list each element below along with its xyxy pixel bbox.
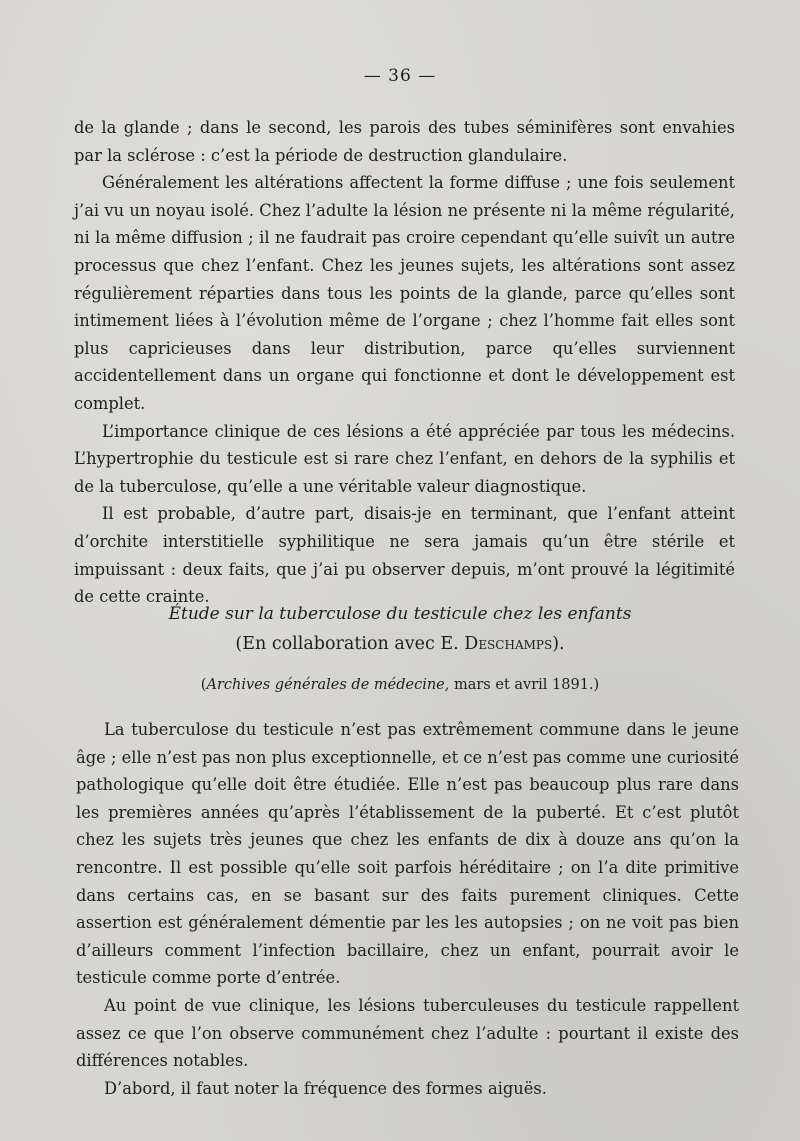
source-date: mars et avril 1891.) — [449, 677, 600, 693]
paragraph: de la glande ; dans le second, les parois des tubes séminifères sont envahies par la sclérose : c’est la période de destruction glandulaire. — [74, 118, 735, 165]
source-journal: Archives générales de médecine, — [206, 677, 450, 693]
collaboration-prefix: (En collaboration avec E. — [235, 634, 465, 654]
collaboration-line — [0, 634, 800, 654]
section-previous-continuation — [74, 114, 735, 611]
source-citation — [0, 677, 800, 693]
section-title: Étude sur la tuberculose du testicule chez les enfants — [168, 604, 632, 624]
paragraph: Il est probable, d’autre part, disais-je en terminant, que l’enfant atteint d’orchite interstitielle syphilitique ne sera jamais qu’un être stérile et impuissant : deux faits, que j’ai pu observer depuis, m’ont prouvé la légitimité de cette crainte. — [74, 504, 735, 607]
section-body — [76, 716, 739, 1102]
paragraph: D’abord, il faut noter la fréquence des formes aiguës. — [104, 1078, 547, 1098]
paragraph: Généralement les altérations affectent la forme diffuse ; une fois seulement j’ai vu un noyau isolé. Chez l’adulte la lésion ne présente ni la même régularité, ni la même diffusion ; il ne faudrait pas croire cependant qu’elle suivît un autre processus que chez l’enfant. Chez les jeunes sujets, les altérations sont assez régulièrement réparties dans tous les points de la glande, parce qu’elles sont intimement liées à l’évolution même de l’organe ; chez l’homme fait elles sont plus capricieuses dans leur distribution, parce qu’elles surviennent accidentellement dans un organe qui fonctionne et dont le développement est complet. — [74, 173, 735, 413]
paragraph: Au point de vue clinique, les lésions tuberculeuses du testicule rappellent assez ce que l’on observe communément chez l’adulte : pourtant il existe des différences notables. — [76, 995, 739, 1071]
paragraph: La tuberculose du testicule n’est pas extrêmement commune dans le jeune âge ; elle n’est pas non plus exceptionnelle, et ce n’est pas comme une curiosité pathologique qu’elle doit être étudiée. Elle n’est pas beaucoup plus rare dans les premières années qu’après l’établissement de la puberté. Et c’est plutôt chez les sujets très jeunes que chez les enfants de dix à douze ans qu’on la rencontre. Il est possible qu’elle soit parfois héréditaire ; on l’a dite primitive dans certains cas, en se basant sur des faits purement cliniques. Cette assertion est généralement démentie par les les autopsies ; on ne voit pas bien d’ailleurs comment l’infection bacillaire, chez un enfant, pourrait avoir le testicule comme porte d’entrée. — [76, 720, 739, 988]
source-open: ( — [200, 677, 207, 693]
collaboration-suffix: ). — [552, 634, 565, 654]
collaborator-name: Deschamps — [464, 634, 553, 654]
page-number: — 36 — — [363, 66, 437, 86]
paragraph: L’importance clinique de ces lésions a été appréciée par tous les médecins. L’hypertrophie du testicule est si rare chez l’enfant, en dehors de la syphilis et de la tuberculose, qu’elle a une véritable valeur diagnostique. — [74, 421, 735, 496]
